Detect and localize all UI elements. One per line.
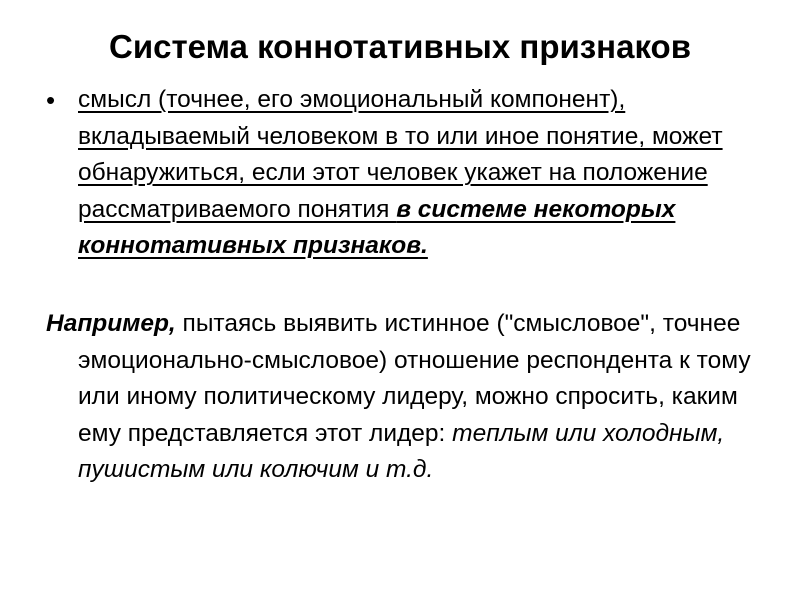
example-paragraph: [46, 306, 756, 489]
bullet-text-plain: смысл (точнее, его эмоциональный компонент), вкладываемый человеком в то или иное понятие, может обнаружиться, если этот человек укажет на положение рассматриваемого понятия: [78, 86, 723, 223]
example-paragraph-inner: [46, 306, 756, 489]
bullet-marker: •: [46, 85, 56, 115]
slide-title: Система коннотативных признаков: [109, 28, 691, 65]
bullet-item: [46, 82, 746, 265]
bullet-text-emphasis: в системе некоторых коннотативных признаков.: [78, 195, 676, 259]
example-lead: Например,: [46, 310, 176, 337]
example-body: пытаясь выявить истинное ("смысловое", точнее эмоционально-смысловое) отношение респондента к тому или иному политическому лидеру, можно спросить, каким ему представляется этот лидер:: [78, 310, 751, 447]
bullet-text: [78, 82, 746, 265]
example-list: теплым или холодным, пушистым или колючим и т.д.: [78, 419, 725, 483]
